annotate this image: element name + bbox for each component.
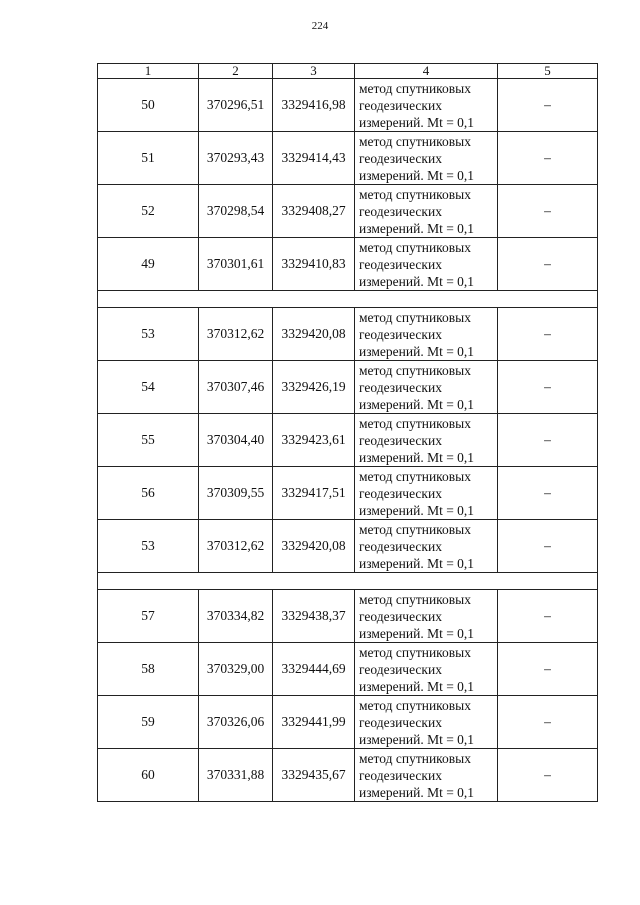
- group-separator-row: [98, 573, 598, 590]
- method-cell: [355, 361, 498, 414]
- method-line: измерений. Mt = 0,1: [359, 731, 475, 747]
- y-coordinate-cell: 3329408,27: [273, 185, 355, 238]
- method-line: измерений. Mt = 0,1: [359, 114, 475, 130]
- x-coordinate-cell: 370293,43: [199, 132, 273, 185]
- column5-cell: –: [498, 132, 598, 185]
- method-line: геодезических: [359, 661, 442, 677]
- method-line: метод спутниковых: [359, 468, 471, 484]
- group-separator-cell: [98, 573, 598, 590]
- method-line: метод спутниковых: [359, 521, 471, 537]
- method-line: измерений. Mt = 0,1: [359, 625, 475, 641]
- column5-cell: –: [498, 238, 598, 291]
- header-cell-3: 3: [273, 64, 355, 79]
- method-cell: [355, 467, 498, 520]
- column5-cell: –: [498, 467, 598, 520]
- method-cell: [355, 590, 498, 643]
- y-coordinate-cell: 3329414,43: [273, 132, 355, 185]
- method-line: геодезических: [359, 326, 442, 342]
- method-line: метод спутниковых: [359, 186, 471, 202]
- table-row: [98, 590, 598, 643]
- y-coordinate-cell: 3329438,37: [273, 590, 355, 643]
- x-coordinate-cell: 370329,00: [199, 643, 273, 696]
- header-cell-5: 5: [498, 64, 598, 79]
- table-header-row: [98, 64, 598, 79]
- method-line: измерений. Mt = 0,1: [359, 396, 475, 412]
- method-line: измерений. Mt = 0,1: [359, 784, 475, 800]
- method-line: геодезических: [359, 608, 442, 624]
- column5-cell: –: [498, 696, 598, 749]
- point-number-cell: 59: [98, 696, 199, 749]
- method-cell: [355, 643, 498, 696]
- point-number-cell: 55: [98, 414, 199, 467]
- method-line: метод спутниковых: [359, 697, 471, 713]
- method-cell: [355, 132, 498, 185]
- method-line: измерений. Mt = 0,1: [359, 502, 475, 518]
- table-row: [98, 696, 598, 749]
- point-number-cell: 51: [98, 132, 199, 185]
- method-line: метод спутниковых: [359, 415, 471, 431]
- method-line: измерений. Mt = 0,1: [359, 167, 475, 183]
- x-coordinate-cell: 370296,51: [199, 79, 273, 132]
- group-separator-row: [98, 291, 598, 308]
- y-coordinate-cell: 3329416,98: [273, 79, 355, 132]
- point-number-cell: 58: [98, 643, 199, 696]
- method-cell: [355, 308, 498, 361]
- method-line: измерений. Mt = 0,1: [359, 343, 475, 359]
- x-coordinate-cell: 370312,62: [199, 520, 273, 573]
- method-line: измерений. Mt = 0,1: [359, 273, 475, 289]
- x-coordinate-cell: 370298,54: [199, 185, 273, 238]
- column5-cell: –: [498, 749, 598, 802]
- method-line: измерений. Mt = 0,1: [359, 220, 475, 236]
- column5-cell: –: [498, 185, 598, 238]
- y-coordinate-cell: 3329423,61: [273, 414, 355, 467]
- table-row: [98, 79, 598, 132]
- method-cell: [355, 696, 498, 749]
- y-coordinate-cell: 3329410,83: [273, 238, 355, 291]
- column5-cell: –: [498, 520, 598, 573]
- method-line: измерений. Mt = 0,1: [359, 555, 475, 571]
- method-line: метод спутниковых: [359, 750, 471, 766]
- method-cell: [355, 185, 498, 238]
- method-cell: [355, 749, 498, 802]
- method-line: метод спутниковых: [359, 239, 471, 255]
- point-number-cell: 57: [98, 590, 199, 643]
- column5-cell: –: [498, 643, 598, 696]
- x-coordinate-cell: 370312,62: [199, 308, 273, 361]
- x-coordinate-cell: 370334,82: [199, 590, 273, 643]
- x-coordinate-cell: 370301,61: [199, 238, 273, 291]
- point-number-cell: 49: [98, 238, 199, 291]
- method-line: измерений. Mt = 0,1: [359, 678, 475, 694]
- method-line: метод спутниковых: [359, 591, 471, 607]
- point-number-cell: 60: [98, 749, 199, 802]
- y-coordinate-cell: 3329426,19: [273, 361, 355, 414]
- method-line: геодезических: [359, 379, 442, 395]
- method-line: геодезических: [359, 538, 442, 554]
- method-line: метод спутниковых: [359, 362, 471, 378]
- method-line: метод спутниковых: [359, 644, 471, 660]
- coordinates-table: [97, 63, 598, 802]
- column5-cell: –: [498, 590, 598, 643]
- method-line: геодезических: [359, 97, 442, 113]
- method-line: геодезических: [359, 256, 442, 272]
- point-number-cell: 53: [98, 308, 199, 361]
- table-row: [98, 361, 598, 414]
- point-number-cell: 50: [98, 79, 199, 132]
- x-coordinate-cell: 370326,06: [199, 696, 273, 749]
- table-row: [98, 749, 598, 802]
- column5-cell: –: [498, 414, 598, 467]
- header-cell-2: 2: [199, 64, 273, 79]
- table-row: [98, 467, 598, 520]
- y-coordinate-cell: 3329441,99: [273, 696, 355, 749]
- y-coordinate-cell: 3329420,08: [273, 308, 355, 361]
- y-coordinate-cell: 3329417,51: [273, 467, 355, 520]
- table-row: [98, 643, 598, 696]
- method-cell: [355, 238, 498, 291]
- method-line: геодезических: [359, 150, 442, 166]
- coordinates-table-body: [98, 64, 598, 802]
- method-line: метод спутниковых: [359, 80, 471, 96]
- method-line: метод спутниковых: [359, 309, 471, 325]
- method-cell: [355, 414, 498, 467]
- point-number-cell: 54: [98, 361, 199, 414]
- table-row: [98, 185, 598, 238]
- x-coordinate-cell: 370331,88: [199, 749, 273, 802]
- y-coordinate-cell: 3329444,69: [273, 643, 355, 696]
- method-line: метод спутниковых: [359, 133, 471, 149]
- x-coordinate-cell: 370309,55: [199, 467, 273, 520]
- x-coordinate-cell: 370304,40: [199, 414, 273, 467]
- y-coordinate-cell: 3329435,67: [273, 749, 355, 802]
- group-separator-cell: [98, 291, 598, 308]
- y-coordinate-cell: 3329420,08: [273, 520, 355, 573]
- column5-cell: –: [498, 308, 598, 361]
- column5-cell: –: [498, 79, 598, 132]
- header-cell-4: 4: [355, 64, 498, 79]
- table-row: [98, 132, 598, 185]
- method-cell: [355, 520, 498, 573]
- header-cell-1: 1: [98, 64, 199, 79]
- point-number-cell: 52: [98, 185, 199, 238]
- method-line: геодезических: [359, 432, 442, 448]
- table-row: [98, 520, 598, 573]
- method-line: геодезических: [359, 714, 442, 730]
- table-row: [98, 238, 598, 291]
- point-number-cell: 53: [98, 520, 199, 573]
- method-line: геодезических: [359, 203, 442, 219]
- point-number-cell: 56: [98, 467, 199, 520]
- method-line: измерений. Mt = 0,1: [359, 449, 475, 465]
- method-line: геодезических: [359, 767, 442, 783]
- table-row: [98, 308, 598, 361]
- column5-cell: –: [498, 361, 598, 414]
- method-cell: [355, 79, 498, 132]
- x-coordinate-cell: 370307,46: [199, 361, 273, 414]
- method-line: геодезических: [359, 485, 442, 501]
- table-row: [98, 414, 598, 467]
- page-number: 224: [311, 20, 329, 32]
